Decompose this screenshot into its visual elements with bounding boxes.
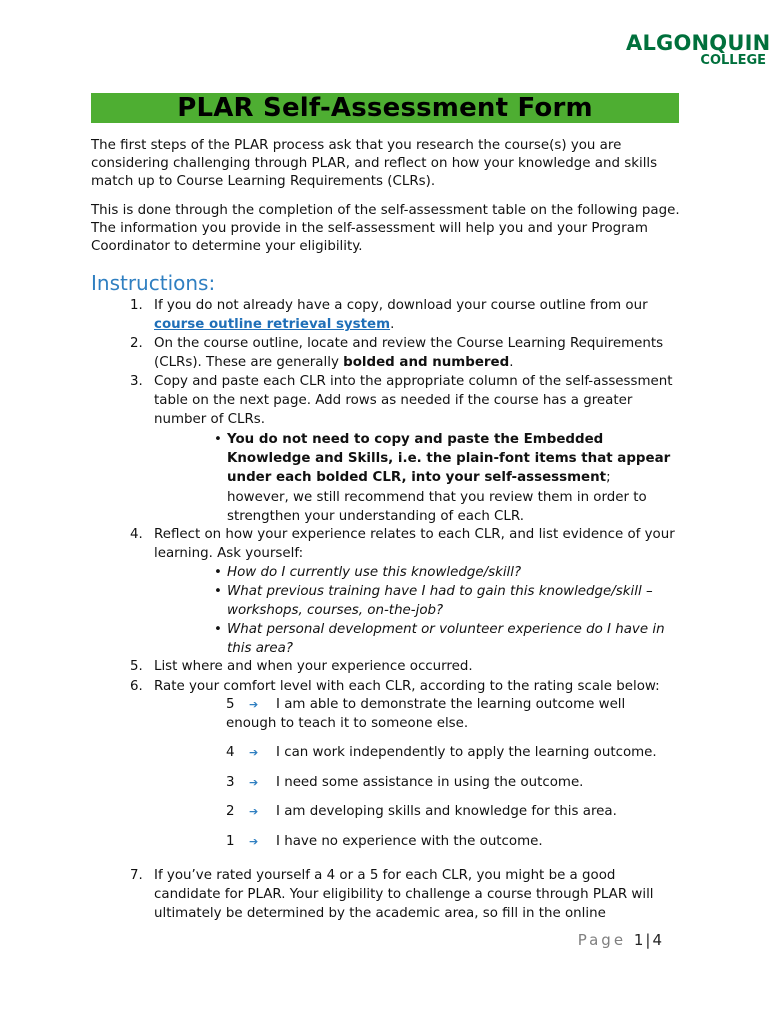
rating-description: I can work independently to apply the learning outcome.: [276, 745, 657, 760]
bullet-embedded-knowledge: [214, 430, 674, 526]
rating-scale-item: [226, 743, 676, 762]
rating-value: 4: [226, 745, 235, 760]
bullet-dot: •: [214, 584, 222, 599]
rating-scale-item: [226, 832, 676, 851]
rating-description: I am developing skills and knowledge for this area.: [276, 804, 617, 819]
item-number: 3.: [130, 374, 143, 389]
instruction-item-4: [130, 525, 680, 563]
item-text: Rate your comfort level with each CLR, according to the rating scale below:: [154, 679, 660, 694]
item-text: [154, 296, 680, 334]
bullet-dot: •: [214, 565, 222, 580]
page-number: 1: [633, 931, 646, 949]
rating-scale-item: [226, 802, 676, 821]
bullet-rest-text: ; however, we still recommend that you review them in order to strengthen your understanding of each CLR.: [227, 470, 647, 524]
rating-scale-item: [226, 695, 676, 733]
item-text-bold: bolded and numbered: [343, 355, 510, 371]
rating-value: 1: [226, 834, 235, 849]
algonquin-college-logo: [626, 33, 768, 68]
bullet-dot: •: [214, 622, 222, 637]
item-number: 4.: [130, 527, 143, 542]
instruction-item-7: [130, 866, 680, 924]
page-total: 4: [652, 931, 664, 949]
item-text: Reflect on how your experience relates to each CLR, and list evidence of your learning. Ask yourself:: [154, 527, 675, 562]
page-label: Page: [577, 931, 627, 949]
arrow-right-icon: ➔: [249, 835, 259, 848]
page-footer: [560, 931, 664, 949]
rating-value: 5: [226, 697, 235, 712]
arrow-right-icon: ➔: [249, 698, 259, 711]
page-title: PLAR Self-Assessment Form: [177, 93, 593, 123]
page-separator: |: [645, 931, 653, 949]
item-text: Copy and paste each CLR into the appropriate column of the self-assessment table on the next page. Add rows as needed if the course has a greater number of CLRs.: [154, 374, 673, 428]
logo-main-text: ALGONQUIN: [626, 31, 770, 55]
item-number: 5.: [130, 659, 143, 674]
instructions-heading: Instructions:: [91, 271, 216, 295]
question-bullet: [214, 620, 674, 658]
instruction-item-3: [130, 372, 680, 430]
item-text-pre: On the course outline, locate and review the Course Learning Requirements (CLRs). These are generally: [154, 336, 664, 371]
item-number: 2.: [130, 336, 143, 351]
item-number: 7.: [130, 868, 143, 883]
rating-description: I need some assistance in using the outcome.: [276, 775, 584, 790]
intro-paragraph-1: The first steps of the PLAR process ask that you research the course(s) you are considering challenging through PLAR, and reflect on how your knowledge and skills match up to Course Learning Requirements (CLRs).: [91, 138, 658, 189]
item-text-post: .: [390, 317, 395, 333]
rating-value: 3: [226, 775, 235, 790]
item-text-post: .: [509, 355, 514, 371]
title-bar: [91, 93, 679, 123]
instruction-item-1: [130, 296, 680, 334]
question-text: What personal development or volunteer experience do I have in this area?: [227, 622, 665, 657]
item-number: 6.: [130, 679, 143, 694]
item-text: [154, 334, 680, 372]
question-text: How do I currently use this knowledge/skill?: [227, 565, 522, 580]
bullet-dot: •: [214, 432, 222, 447]
rating-value: 2: [226, 804, 235, 819]
rating-description: I am able to demonstrate the learning outcome well enough to teach it to someone else.: [226, 697, 626, 732]
intro-paragraph-2: This is done through the completion of the self-assessment table on the following page. The information you provide in the self-assessment will help you and your Program Coordinator to determine your eligibility.: [91, 203, 680, 254]
item-text: If you’ve rated yourself a 4 or a 5 for each CLR, you might be a good candidate for PLAR. Your eligibility to challenge a course through PLAR will ultimately be determined by the academic area, so fill in the online: [154, 868, 654, 922]
instruction-item-5: [130, 657, 680, 676]
bullet-text: [227, 430, 674, 526]
logo-sub-text: COLLEGE: [700, 53, 766, 68]
item-text: List where and when your experience occurred.: [154, 659, 473, 674]
question-text: What previous training have I had to gain this knowledge/skill – workshops, courses, on-the-job?: [227, 584, 653, 619]
instruction-item-6: [130, 677, 680, 696]
rating-scale-item: [226, 773, 676, 792]
course-outline-link[interactable]: course outline retrieval system: [154, 317, 391, 333]
arrow-right-icon: ➔: [249, 776, 259, 789]
instruction-item-2: [130, 334, 680, 372]
arrow-right-icon: ➔: [249, 746, 259, 759]
question-bullet: [214, 582, 674, 620]
bullet-bold-text: You do not need to copy and paste the Embedded Knowledge and Skills, i.e. the plain-font items that appear under each bolded CLR, into your self-assessment: [227, 432, 671, 486]
item-number: 1.: [130, 298, 143, 313]
arrow-right-icon: ➔: [249, 805, 259, 818]
item-text-pre: If you do not already have a copy, download your course outline from our: [154, 298, 648, 313]
rating-description: I have no experience with the outcome.: [276, 834, 543, 849]
question-bullet: [214, 563, 674, 582]
